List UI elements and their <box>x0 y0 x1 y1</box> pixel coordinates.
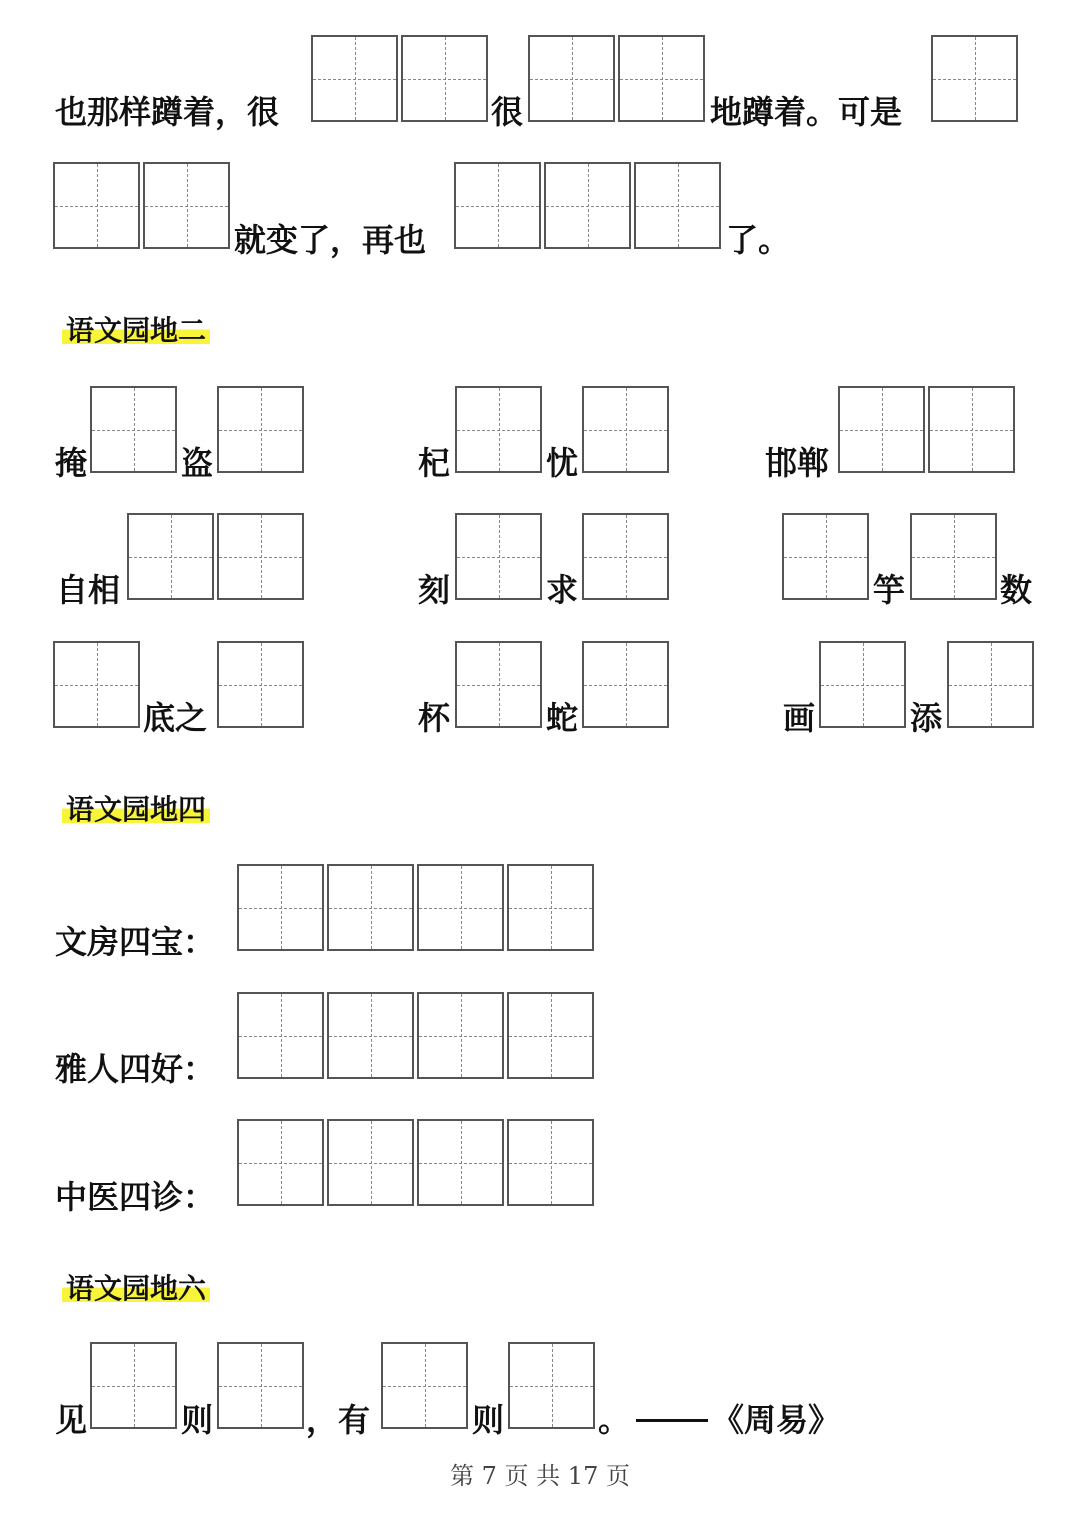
writing-box[interactable] <box>582 386 669 473</box>
idiom-char: 底之 <box>143 699 208 737</box>
section-heading: 语文园地四 <box>62 793 210 827</box>
passage-text: 也那样蹲着，很 <box>55 93 280 131</box>
idiom-char: 杞 <box>418 444 451 482</box>
writing-box[interactable] <box>90 386 177 473</box>
writing-box[interactable] <box>507 864 594 951</box>
writing-box[interactable] <box>417 1119 504 1206</box>
writing-box[interactable] <box>417 992 504 1079</box>
writing-box[interactable] <box>455 641 542 728</box>
row-label: 文房四宝： <box>55 923 216 961</box>
writing-box[interactable] <box>327 992 414 1079</box>
writing-box[interactable] <box>327 864 414 951</box>
writing-box[interactable] <box>910 513 997 600</box>
writing-box[interactable] <box>311 35 398 122</box>
writing-box[interactable] <box>327 1119 414 1206</box>
writing-box[interactable] <box>401 35 488 122</box>
passage-text: 很 <box>491 93 524 131</box>
writing-box[interactable] <box>143 162 230 249</box>
row-label: 雅人四好： <box>55 1050 216 1088</box>
writing-box[interactable] <box>237 864 324 951</box>
writing-box[interactable] <box>582 641 669 728</box>
writing-box[interactable] <box>947 641 1034 728</box>
writing-box[interactable] <box>634 162 721 249</box>
writing-box[interactable] <box>455 386 542 473</box>
section-heading: 语文园地六 <box>62 1272 210 1306</box>
writing-box[interactable] <box>381 1342 468 1429</box>
writing-box[interactable] <box>782 513 869 600</box>
idiom-char: 邯郸 <box>765 444 830 482</box>
writing-box[interactable] <box>217 641 304 728</box>
writing-box[interactable] <box>417 864 504 951</box>
writing-box[interactable] <box>217 386 304 473</box>
quote-text: 。 <box>598 1401 631 1439</box>
writing-box[interactable] <box>819 641 906 728</box>
passage-text: 就变了，再也 <box>234 221 427 259</box>
idiom-char: 杯 <box>418 699 451 737</box>
idiom-char: 求 <box>546 571 579 609</box>
writing-box[interactable] <box>931 35 1018 122</box>
writing-box[interactable] <box>90 1342 177 1429</box>
writing-box[interactable] <box>508 1342 595 1429</box>
writing-box[interactable] <box>544 162 631 249</box>
writing-box[interactable] <box>53 641 140 728</box>
writing-box[interactable] <box>507 992 594 1079</box>
passage-text: 地蹲着。可是 <box>710 93 903 131</box>
writing-box[interactable] <box>237 1119 324 1206</box>
quote-text: ，有 <box>306 1401 371 1439</box>
idiom-char: 忧 <box>546 444 579 482</box>
writing-box[interactable] <box>928 386 1015 473</box>
section-heading: 语文园地二 <box>62 314 210 348</box>
quote-source: 《周易》 <box>712 1401 841 1439</box>
writing-box[interactable] <box>507 1119 594 1206</box>
writing-box[interactable] <box>528 35 615 122</box>
writing-box[interactable] <box>53 162 140 249</box>
idiom-char: 画 <box>783 699 816 737</box>
writing-box[interactable] <box>127 513 214 600</box>
writing-box[interactable] <box>618 35 705 122</box>
page-number: 第 7 页 共 17 页 <box>450 1462 630 1490</box>
idiom-char: 添 <box>910 699 943 737</box>
idiom-char: 数 <box>1000 571 1033 609</box>
writing-box[interactable] <box>582 513 669 600</box>
em-dash <box>636 1419 708 1422</box>
writing-box[interactable] <box>455 513 542 600</box>
quote-text: 则 <box>181 1401 214 1439</box>
writing-box[interactable] <box>237 992 324 1079</box>
idiom-char: 掩 <box>55 444 88 482</box>
writing-box[interactable] <box>217 513 304 600</box>
idiom-char: 刻 <box>418 571 451 609</box>
idiom-char: 竽 <box>873 571 906 609</box>
quote-text: 则 <box>472 1401 505 1439</box>
quote-text: 见 <box>55 1401 88 1439</box>
passage-text: 了。 <box>726 221 791 259</box>
writing-box[interactable] <box>454 162 541 249</box>
idiom-char: 盗 <box>181 444 214 482</box>
idiom-char: 蛇 <box>546 699 579 737</box>
writing-box[interactable] <box>217 1342 304 1429</box>
row-label: 中医四诊： <box>55 1178 216 1216</box>
writing-box[interactable] <box>838 386 925 473</box>
idiom-char: 自相 <box>56 571 121 609</box>
